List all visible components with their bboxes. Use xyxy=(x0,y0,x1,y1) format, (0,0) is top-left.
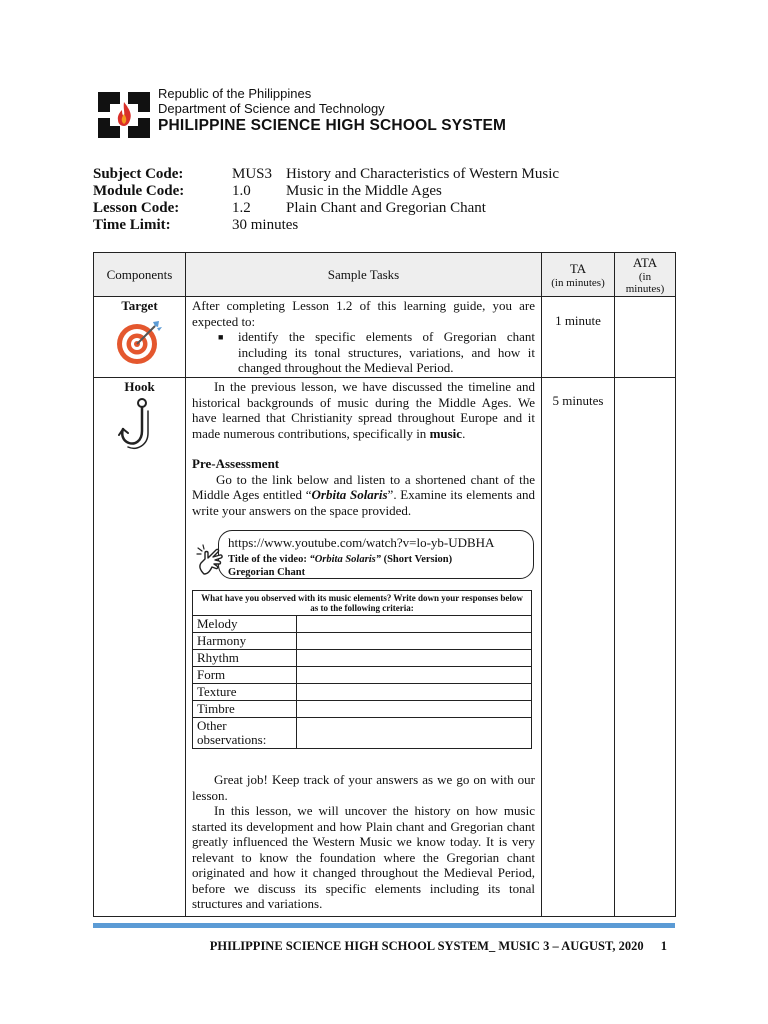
video-link-box xyxy=(192,530,535,580)
header-sample-tasks: Sample Tasks xyxy=(186,253,542,297)
target-row xyxy=(94,297,676,378)
hook-tasks-cell xyxy=(186,378,542,917)
hook-icon xyxy=(115,397,165,451)
hook-label: Hook xyxy=(124,379,155,394)
page-footer xyxy=(93,939,667,954)
pre-assessment-text-end: ”. Examine its elements and write your answers on the space provided. xyxy=(192,487,536,518)
table-header-row xyxy=(94,253,676,297)
pointing-hand-icon xyxy=(196,544,228,578)
header-ta xyxy=(542,253,615,297)
hook-intro-end: . xyxy=(462,425,466,441)
ta-label: TA xyxy=(569,260,587,276)
header-school-system: PHILIPPINE SCIENCE HIGH SCHOOL SYSTEM xyxy=(158,117,507,134)
criteria-header-row xyxy=(193,591,532,616)
header-components: Components xyxy=(94,253,186,297)
target-bullet xyxy=(218,329,535,376)
criteria-answer-cell[interactable] xyxy=(297,667,532,684)
hook-intro-bold: music xyxy=(429,425,463,441)
video-type: Gregorian Chant xyxy=(228,567,306,578)
hook-closing-paragraph: Great job! Keep track of your answers as we go on with our lesson. xyxy=(192,772,535,803)
target-icon xyxy=(115,317,165,365)
hook-lesson-paragraph: In this lesson, we will uncover the history on how music started its development and how Plain chant and Gregorian chant greatly influenced the Western Music we know today. It is very relevant to know the foundation where the Gregorian chant originated and how it changed throughout the Medieval Period, before we discuss its specific elements including its tonal structures and variations. xyxy=(192,803,535,911)
pre-assessment-title-italic: Orbita Solaris xyxy=(311,487,388,502)
hook-intro-text: In the previous lesson, we have discussed the timeline and historical backgrounds of music during the Middle Ages. We have learned that Christianity spread throughout Europe and it made numerous contributions, specifically in xyxy=(192,379,535,441)
ata-sub2: minutes) xyxy=(625,282,665,295)
square-bullet-icon: ■ xyxy=(218,332,224,342)
pre-assessment-text: Go to the link below and listen to a shortened chant of the Middle Ages entitled “ xyxy=(192,471,535,502)
code-title: Plain Chant and Gregorian Chant xyxy=(286,200,486,216)
table-row xyxy=(193,667,532,684)
table-row xyxy=(193,684,532,701)
criteria-answer-cell[interactable] xyxy=(297,650,532,667)
hook-ata-cell xyxy=(615,378,676,917)
criteria-label: Harmony xyxy=(193,633,297,650)
target-label: Target xyxy=(121,298,158,313)
header-department: Department of Science and Technology xyxy=(158,101,385,116)
target-ata-cell xyxy=(615,297,676,378)
table-row xyxy=(193,616,532,633)
code-value: 1.2 xyxy=(232,200,251,216)
header-republic: Republic of the Philippines xyxy=(158,86,312,101)
criteria-answer-cell[interactable] xyxy=(297,616,532,633)
table-row xyxy=(193,701,532,718)
criteria-label: Timbre xyxy=(193,701,297,718)
pre-assessment-title: Pre-Assessment xyxy=(192,456,280,471)
table-row xyxy=(193,718,532,749)
hook-row xyxy=(94,378,676,917)
table-row xyxy=(193,633,532,650)
hook-ta-cell xyxy=(542,378,615,917)
target-intro: After completing Lesson 1.2 of this learning guide, you are expected to: xyxy=(192,298,535,329)
criteria-label: Form xyxy=(193,667,297,684)
criteria-answer-cell[interactable] xyxy=(297,701,532,718)
lesson-table xyxy=(93,252,676,917)
criteria-answer-cell[interactable] xyxy=(297,684,532,701)
target-tasks-cell xyxy=(186,297,542,378)
criteria-table xyxy=(192,590,532,749)
video-url-link[interactable]: https://www.youtube.com/watch?v=lo-yb-UDBHA xyxy=(228,535,495,550)
ata-label: ATA xyxy=(632,254,658,270)
code-title: History and Characteristics of Western Music xyxy=(286,166,560,182)
criteria-answer-cell[interactable] xyxy=(297,718,532,749)
criteria-label: Rhythm xyxy=(193,650,297,667)
code-title: Music in the Middle Ages xyxy=(286,183,442,199)
footer-text: PHILIPPINE SCIENCE HIGH SCHOOL SYSTEM_ MUSIC 3 – AUGUST, 2020 xyxy=(209,939,644,953)
page-number: 1 xyxy=(660,939,667,953)
video-title-name: “Orbita Solaris” xyxy=(309,554,381,565)
footer-rule xyxy=(93,923,675,928)
code-value: MUS3 xyxy=(232,166,273,182)
hook-intro-paragraph xyxy=(192,379,535,441)
target-ta-value: 1 minute xyxy=(555,313,601,328)
code-label: Subject Code: xyxy=(93,166,184,182)
code-label: Lesson Code: xyxy=(93,200,180,216)
target-ta-cell xyxy=(542,297,615,378)
table-row xyxy=(193,650,532,667)
ata-sub1: (in xyxy=(638,270,652,283)
header-ata xyxy=(615,253,676,297)
criteria-label: Melody xyxy=(193,616,297,633)
pre-assessment-paragraph xyxy=(192,472,535,519)
hook-component-cell xyxy=(94,378,186,917)
criteria-label: Other observations: xyxy=(193,718,297,749)
target-component-cell xyxy=(94,297,186,378)
criteria-header: What have you observed with its music elements? Write down your responses below as to the following criteria: xyxy=(193,591,532,616)
target-bullet-text: identify the specific elements of Gregorian chant including its tonal structures, variations, and how it changed throughout the Medieval Period. xyxy=(238,329,535,375)
code-label: Time Limit: xyxy=(93,217,171,233)
hook-ta-value: 5 minutes xyxy=(552,393,604,408)
code-label: Module Code: xyxy=(93,183,185,199)
video-title-label: Title of the video: xyxy=(228,554,310,565)
code-value: 30 minutes xyxy=(232,217,299,233)
code-value: 1.0 xyxy=(232,183,251,199)
criteria-answer-cell[interactable] xyxy=(297,633,532,650)
criteria-label: Texture xyxy=(193,684,297,701)
ta-sub: (in minutes) xyxy=(551,276,605,289)
pshs-seal-icon xyxy=(96,88,152,142)
video-title-version: (Short Version) xyxy=(380,554,453,565)
